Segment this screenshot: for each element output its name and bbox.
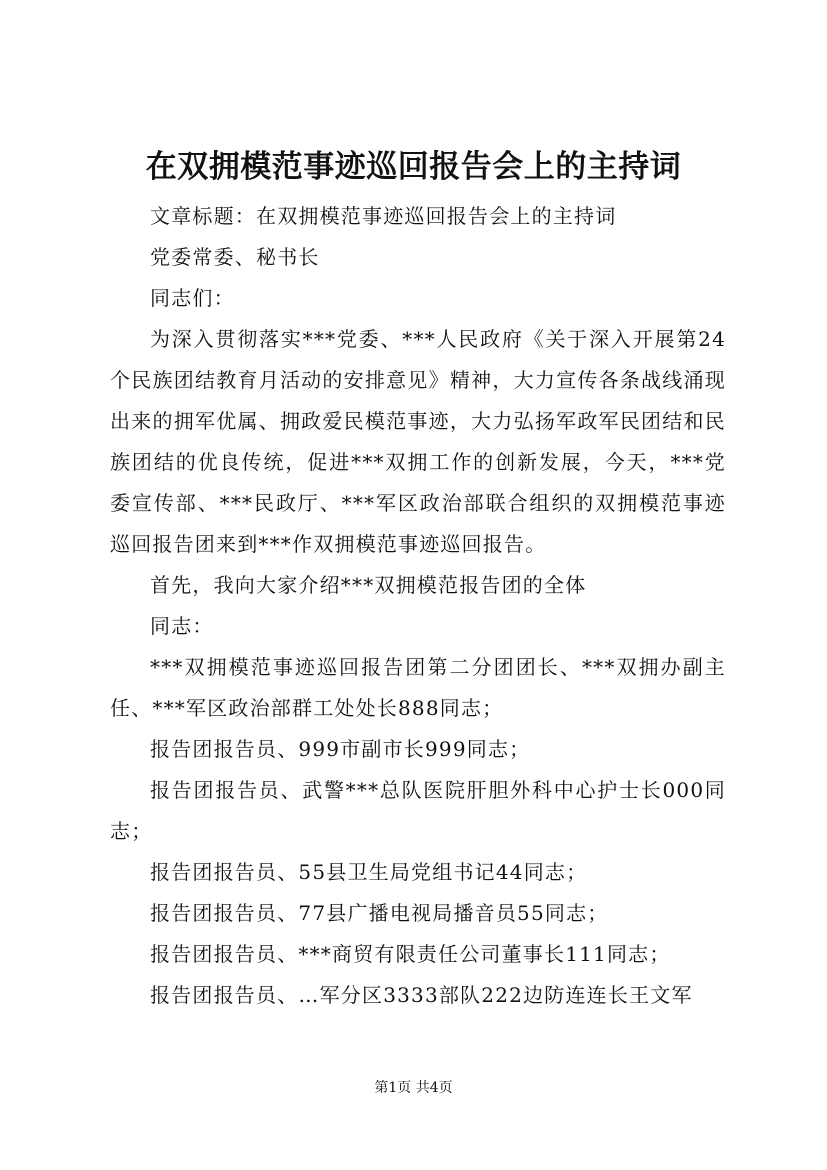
paragraph-member: 报告团报告员、999市副市长999同志；	[150, 737, 531, 761]
paragraph-salutation: 同志们：	[150, 286, 235, 310]
paragraph-position: 党委常委、秘书长	[150, 245, 320, 269]
paragraph-member: 报告团报告员、55县卫生局党组书记44同志；	[150, 860, 588, 884]
paragraph-member: 报告团报告员、武警***总队医院肝胆外科中心护士长000同志；	[110, 778, 726, 843]
paragraph-member: 报告团报告员、***商贸有限责任公司董事长111同志；	[150, 942, 671, 966]
paragraph-comrades: 同志：	[150, 614, 214, 638]
document-title: 在双拥模范事迹巡回报告会上的主持词	[145, 149, 682, 185]
paragraph-member: ***双拥模范事迹巡回报告团第二分团团长、***双拥办副主任、***军区政治部群工处处长888同志；	[110, 655, 726, 720]
paragraph-introduce-members: 首先，我向大家介绍***双拥模范报告团的全体	[150, 573, 587, 597]
paragraph-article-title: 文章标题：在双拥模范事迹巡回报告会上的主持词	[150, 204, 617, 228]
document-body	[110, 196, 726, 1016]
page-footer: 第1页 共4页	[374, 1080, 453, 1096]
paragraph-intro: 为深入贯彻落实***党委、***人民政府《关于深入开展第24个民族团结教育月活动的安排意见》精神，大力宣传各条战线涌现出来的拥军优属、拥政爱民模范事迹，大力弘扬军政军民团结和民族团结的优良传统，促进***双拥工作的创新发展，今天，***党委宣传部、***民政厅、***军区政治部联合组织的双拥模范事迹巡回报告团来到***作双拥模范事迹巡回报告。	[110, 327, 726, 556]
paragraph-member: 报告团报告员、…军分区3333部队222边防连连长王文军	[150, 983, 693, 1007]
paragraph-member: 报告团报告员、77县广播电视局播音员55同志；	[150, 901, 609, 925]
